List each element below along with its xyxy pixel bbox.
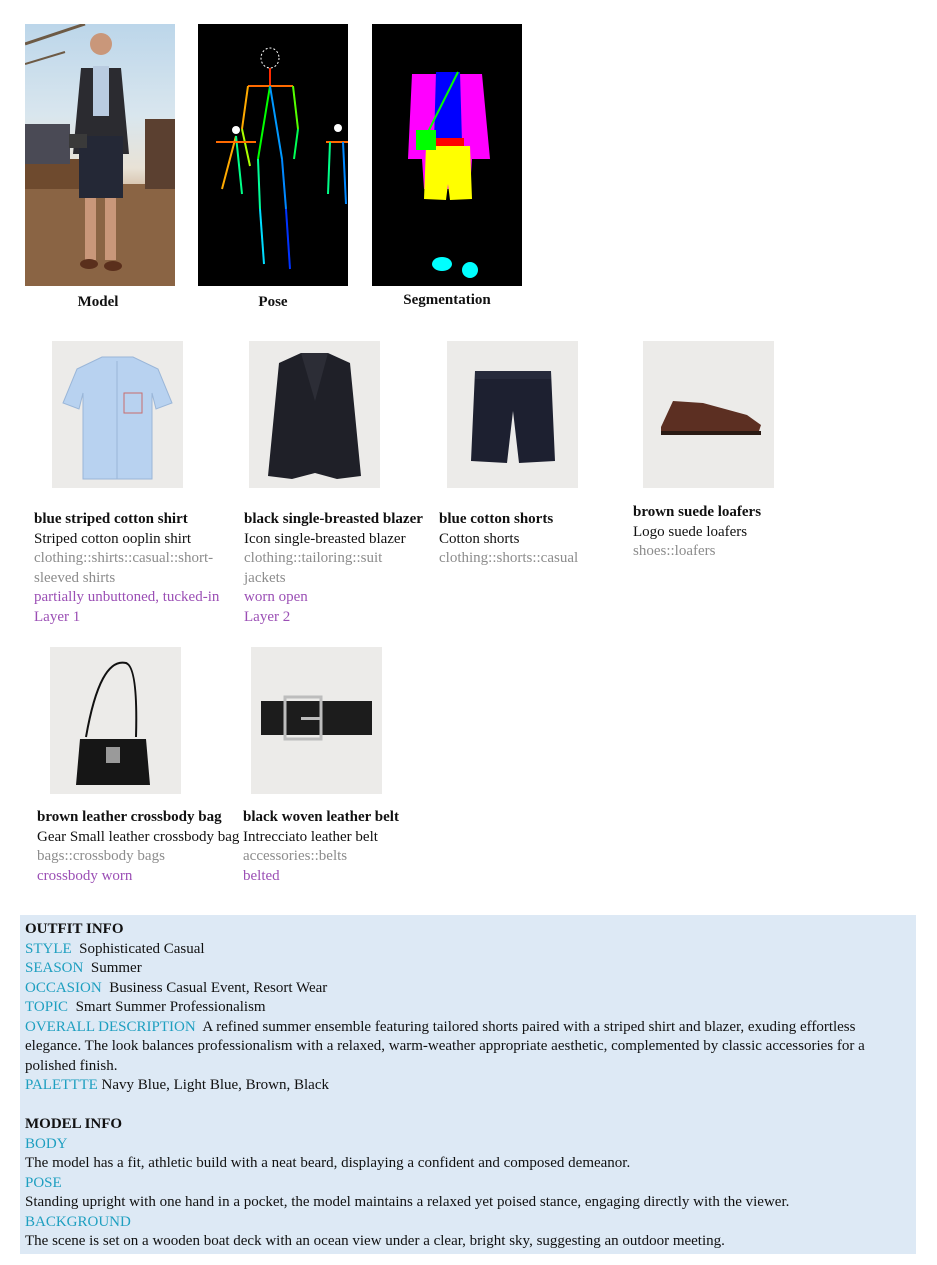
item-3 [439,510,619,569]
item-name: Icon single-breasted blazer [244,530,406,547]
pose-image [198,24,348,286]
item-wear: belted [243,867,280,884]
item-4 [633,503,833,562]
info-panel [20,915,916,1254]
model-info-heading: MODEL INFO [25,1116,123,1132]
item-title: black single-breasted blazer [244,511,423,527]
item-2 [244,510,424,627]
occasion-label: OCCASION [25,979,102,996]
item-wear: crossbody worn [37,867,133,884]
caption-model: Model [77,294,119,310]
season-row [25,959,905,979]
description-row [25,1018,905,1077]
item-wear: partially unbuttoned, tucked-in [34,589,220,605]
background-label: BACKGROUND [25,1213,131,1230]
item-title: brown leather crossbody bag [37,809,222,825]
topic-row [25,998,905,1018]
item-category: clothing::tailoring::suit jackets [244,550,383,586]
item-category: accessories::belts [243,848,348,864]
item-category: clothing::shorts::casual [439,550,579,566]
item-title: blue striped cotton shirt [34,511,188,527]
background-value: The scene is set on a wooden boat deck with an ocean view under a clear, bright sky, suggesting an outdoor meeting. [25,1233,725,1249]
topic-label: TOPIC [25,999,69,1015]
pose-label: POSE [25,1174,62,1191]
caption-pose: Pose [258,294,288,310]
pose-value: Standing upright with one hand in a pocket, the model maintains a relaxed yet poised stance, engaging directly with the viewer. [25,1194,790,1210]
body-label: BODY [25,1135,68,1152]
description-label: OVERALL DESCRIPTION [25,1018,196,1035]
season-label: SEASON [25,960,84,976]
product-image-belt [251,647,382,794]
item-1 [34,510,229,627]
item-title: brown suede loafers [633,504,762,520]
item-wear: worn open [244,589,308,605]
product-image-blazer [249,341,380,488]
item-layer: Layer 1 [34,608,81,625]
product-image-loafers [643,341,774,488]
item-name: Cotton shorts [439,530,520,547]
product-image-shirt [52,341,183,488]
item-name: Striped cotton ooplin shirt [34,530,192,547]
style-label: STYLE [25,940,72,957]
occasion-value: Business Casual Event, Resort Wear [109,979,328,996]
model-photo [25,24,175,286]
item-6 [243,808,433,886]
body-value: The model has a fit, athletic build with a neat beard, displaying a confident and composed demeanor. [25,1155,631,1171]
outfit-info-heading: OUTFIT INFO [25,921,124,937]
caption-segmentation: Segmentation [403,292,491,308]
item-category: bags::crossbody bags [37,848,165,864]
item-5 [37,808,242,886]
item-category: shoes::loafers [633,543,716,559]
item-name: Logo suede loafers [633,523,748,540]
item-name: Intrecciato leather belt [243,828,378,845]
palette-row [25,1076,905,1096]
description-value: A refined summer ensemble featuring tailored shorts paired with a striped shirt and blazer, exuding effortless elegance. The look balances professionalism with a relaxed, warm-weather appropriate aesthetic, complemented by classic accessories for a polished finish. [25,1018,865,1074]
palette-label: PALETTTE [25,1077,98,1093]
segmentation-image [372,24,522,286]
item-layer: Layer 2 [244,608,291,625]
style-value: Sophisticated Casual [79,940,205,957]
item-category: clothing::shirts::casual::short-sleeved shirts [34,550,214,586]
palette-value: Navy Blue, Light Blue, Brown, Black [101,1077,329,1093]
product-image-shorts [447,341,578,488]
season-value: Summer [90,960,142,976]
style-row [25,940,905,960]
item-name: Gear Small leather crossbody bag [37,828,240,845]
item-title: black woven leather belt [243,809,399,825]
topic-value: Smart Summer Professionalism [75,999,266,1015]
product-image-bag [50,647,181,794]
item-title: blue cotton shorts [439,511,554,527]
occasion-row [25,979,905,999]
